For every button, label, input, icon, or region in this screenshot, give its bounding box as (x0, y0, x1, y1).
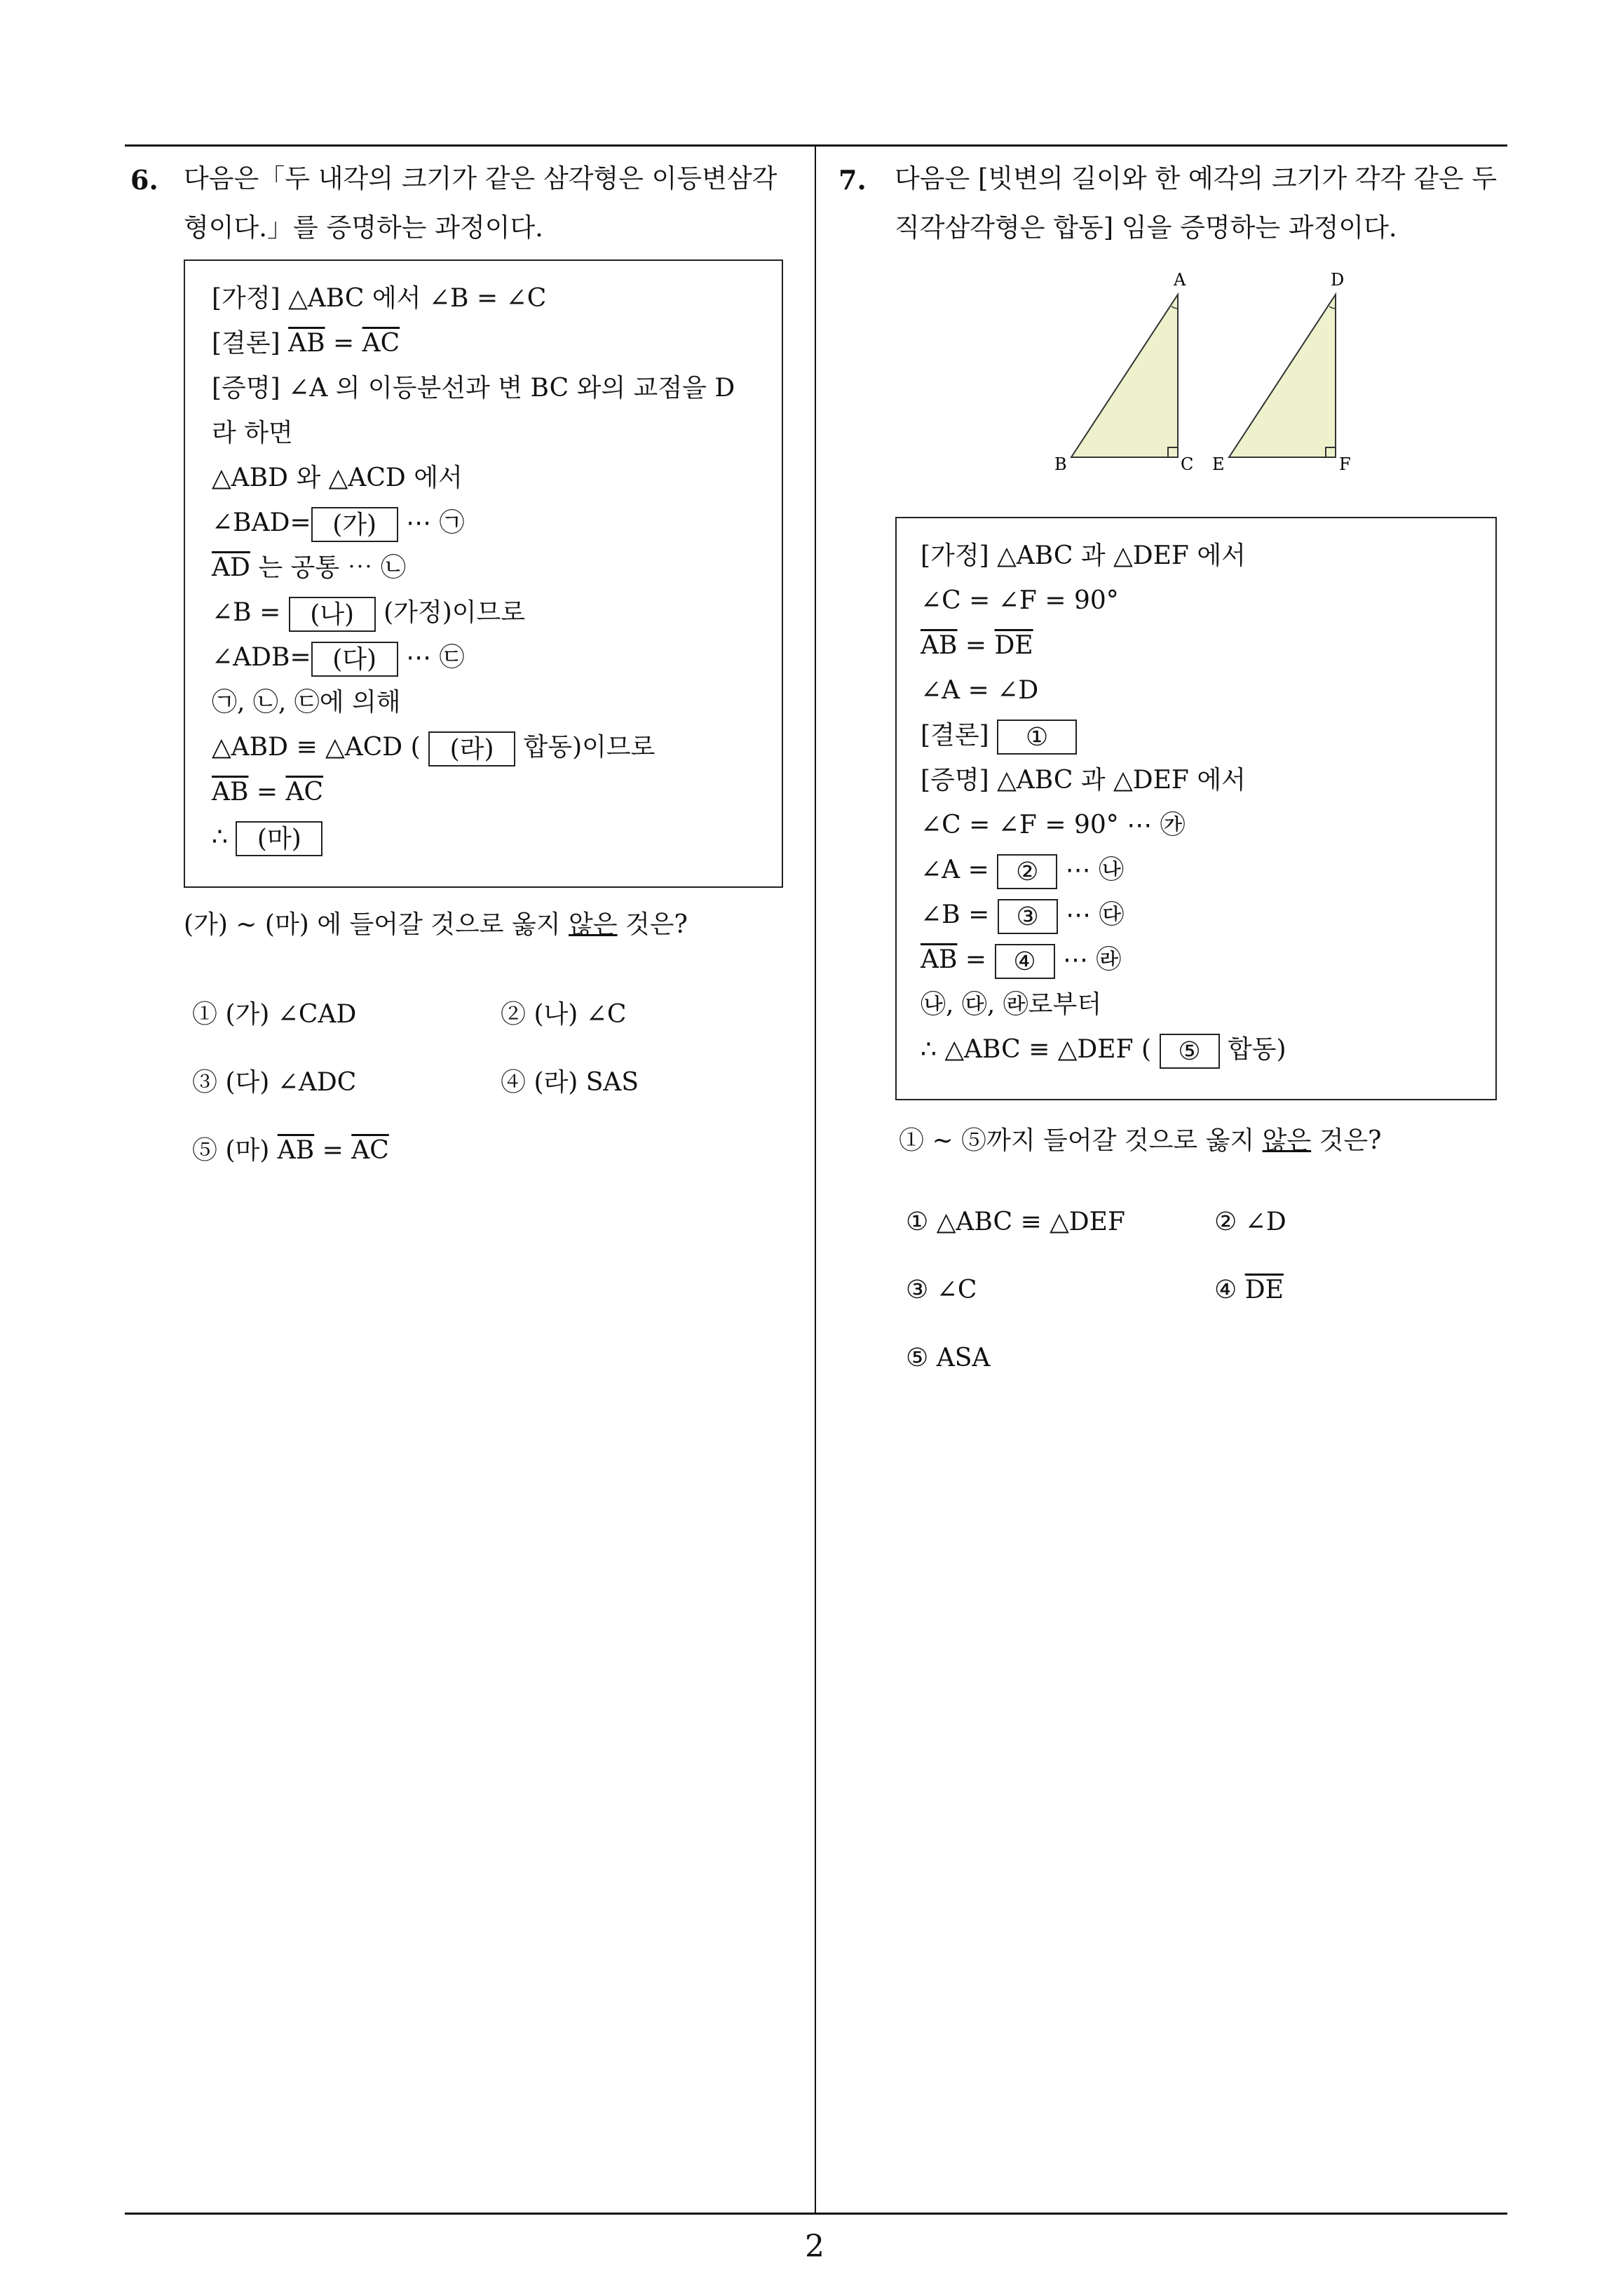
proof6-proof-start: [증명] ∠A 의 이등분선과 변 BC 와의 교점을 D (212, 374, 735, 403)
segment-de-7: $\overline{DE}$ (994, 631, 1033, 660)
equals-3: = (314, 1136, 352, 1165)
option4-pre-7: ④ (1214, 1276, 1245, 1304)
q6-option-2[interactable]: ② (나) ∠C (501, 1000, 627, 1029)
congruence-post: 합동)이므로 (515, 733, 656, 762)
segment-ad: $\overline{AD}$ (212, 553, 250, 582)
bottom-rule (125, 2213, 1507, 2215)
common-text: 는 공통 ⋯ ㉡ (250, 553, 406, 582)
question-6-number: 6. (130, 164, 158, 196)
proof6-therefore (212, 815, 322, 860)
blank-ga: (가) (311, 507, 398, 542)
marker-na: ⋯ ㉯ (1057, 856, 1125, 884)
prompt6-underlined: 않은 (568, 910, 618, 939)
question-6-proof-box (184, 259, 783, 888)
proof7-step-da (921, 893, 1125, 938)
proof6-triangles: △ABD 와 △ACD 에서 (212, 464, 463, 492)
label-a: A (1174, 270, 1186, 290)
proof7-congruence (921, 1027, 1286, 1072)
congruence7-post: 합동) (1219, 1035, 1286, 1064)
equals-7: = (957, 631, 995, 660)
q7-option-1[interactable]: ① △ABC ≡ △DEF (906, 1208, 1125, 1236)
marker-3: ⋯ ㉢ (398, 643, 465, 672)
proof6-conclusion (212, 321, 400, 366)
proof7-from-markers: ㉯, ㉰, ㉱로부터 (921, 990, 1102, 1019)
segment-ab: $\overline{AB}$ (288, 329, 325, 358)
question-7-proof-box (895, 517, 1497, 1100)
segment-ab-3: $\overline{AB}$ (277, 1136, 315, 1165)
question-7-prompt (899, 1121, 1381, 1156)
q7-option-5[interactable]: ⑤ ASA (906, 1344, 991, 1372)
label-d: D (1331, 270, 1345, 290)
question-6-text (184, 154, 777, 252)
label-c: C (1181, 454, 1194, 470)
blank-2: ② (997, 854, 1057, 889)
segment-ac-3: $\overline{AC}$ (351, 1136, 389, 1165)
assumption-text: (가정)이므로 (375, 598, 526, 627)
prompt6-post: 것은? (617, 910, 688, 939)
proof6-equality (212, 770, 323, 815)
angle-a-7: ∠A = (921, 856, 998, 884)
q7-option-4[interactable] (1214, 1276, 1284, 1304)
q6-option-1[interactable]: ① (가) ∠CAD (192, 1000, 357, 1029)
marker-da: ⋯ ㉰ (1057, 900, 1125, 929)
segment-ab-2: $\overline{AB}$ (212, 778, 249, 806)
triangle-abc (1071, 295, 1178, 457)
q7-option-3[interactable]: ③ ∠C (906, 1276, 977, 1304)
marker-ra: ⋯ ㉱ (1054, 945, 1122, 974)
proof7-assumption: [가정] △ABC 과 △DEF 에서 (921, 541, 1246, 570)
proof6-step-ad (212, 546, 406, 590)
question-6-prompt (184, 905, 688, 940)
proof6-by-markers: ㉠, ㉡, ㉢에 의해 (212, 688, 401, 717)
blank-ma: (마) (236, 821, 322, 856)
proof7-right-angles: ∠C = ∠F = 90° (921, 586, 1119, 615)
angle-b: ∠B = (212, 598, 289, 627)
proof6-proof-cont: 라 하면 (212, 419, 293, 447)
blank-5: ⑤ (1160, 1034, 1220, 1069)
proof7-proof-start: [증명] △ABC 과 △DEF 에서 (921, 766, 1246, 795)
triangle-def (1229, 295, 1336, 457)
angle-bad: ∠BAD= (212, 508, 311, 537)
label-f: F (1339, 454, 1351, 470)
prompt7-underlined: 않은 (1262, 1126, 1312, 1155)
segment-ab-7: $\overline{AB}$ (921, 631, 958, 660)
segment-ab-8: $\overline{AB}$ (921, 945, 958, 974)
proof6-step-a (212, 501, 465, 546)
proof7-conclusion (921, 713, 1077, 758)
blank-da: (다) (311, 642, 398, 677)
marker-1: ⋯ ㉠ (398, 508, 465, 537)
proof7-step-na (921, 848, 1124, 893)
angle-adb: ∠ADB= (212, 643, 311, 672)
question-6-text-line1: 다음은「두 내각의 크기가 같은 삼각형은 이등변삼각 (184, 163, 777, 194)
option5-pre: ⑤ (마) (192, 1136, 278, 1165)
question-7-text-line2: 직각삼각형은 합동] 임을 증명하는 과정이다. (895, 212, 1397, 243)
proof6-step-adb (212, 635, 465, 680)
proof7-step-ga: ∠C = ∠F = 90° ⋯ ㉮ (921, 811, 1186, 839)
question-7-number: 7. (838, 164, 867, 196)
prompt7-post: 것은? (1311, 1126, 1382, 1155)
segment-de-9: $\overline{DE}$ (1244, 1276, 1284, 1304)
label-e: E (1212, 454, 1225, 470)
right-triangles-figure (1052, 266, 1388, 470)
blank-ra: (라) (428, 731, 515, 767)
conclusion-label-7: [결론] (921, 721, 998, 750)
proof6-step-b (212, 590, 525, 635)
q6-option-3[interactable]: ③ (다) ∠ADC (192, 1068, 357, 1097)
proof7-angle-a: ∠A = ∠D (921, 676, 1039, 705)
proof7-step-ra (921, 938, 1121, 982)
question-7-text-line1: 다음은 [빗변의 길이와 한 예각의 크기가 각각 같은 두 (895, 163, 1498, 194)
segment-ac: $\overline{AC}$ (362, 329, 400, 358)
page-number: 2 (805, 2229, 824, 2264)
blank-4: ④ (995, 944, 1055, 979)
question-6-text-line2: 형이다.」를 증명하는 과정이다. (184, 212, 543, 243)
prompt7-pre: ① ~ ⑤까지 들어갈 것으로 옳지 (899, 1126, 1263, 1155)
equals: = (325, 329, 362, 358)
proof6-assumption: [가정] △ABC 에서 ∠B = ∠C (212, 284, 547, 313)
segment-ac-2: $\overline{AC}$ (285, 778, 324, 806)
congruence-pre: △ABD ≡ △ACD ( (212, 733, 429, 762)
proof7-hypotenuse (921, 623, 1033, 668)
angle-b-7: ∠B = (921, 900, 998, 929)
congruence7-pre: ∴ △ABC ≡ △DEF ( (921, 1035, 1160, 1064)
prompt6-pre: (가) ~ (마) 에 들어갈 것으로 옳지 (184, 910, 569, 939)
column-divider (815, 144, 816, 2213)
q6-option-4[interactable]: ④ (라) SAS (501, 1068, 639, 1097)
proof6-conclusion-label: [결론] (212, 329, 289, 358)
label-b: B (1054, 454, 1067, 470)
proof6-congruence (212, 725, 655, 770)
equals-8: = (957, 945, 995, 974)
therefore-sign: ∴ (212, 823, 236, 851)
q6-option-5[interactable] (192, 1130, 389, 1166)
blank-1: ① (997, 720, 1077, 755)
top-rule (125, 144, 1507, 147)
q7-option-2[interactable]: ② ∠D (1214, 1208, 1286, 1236)
blank-3: ③ (998, 899, 1058, 934)
blank-na: (나) (289, 597, 376, 632)
question-7-text (895, 154, 1497, 252)
equals-2: = (248, 778, 286, 806)
